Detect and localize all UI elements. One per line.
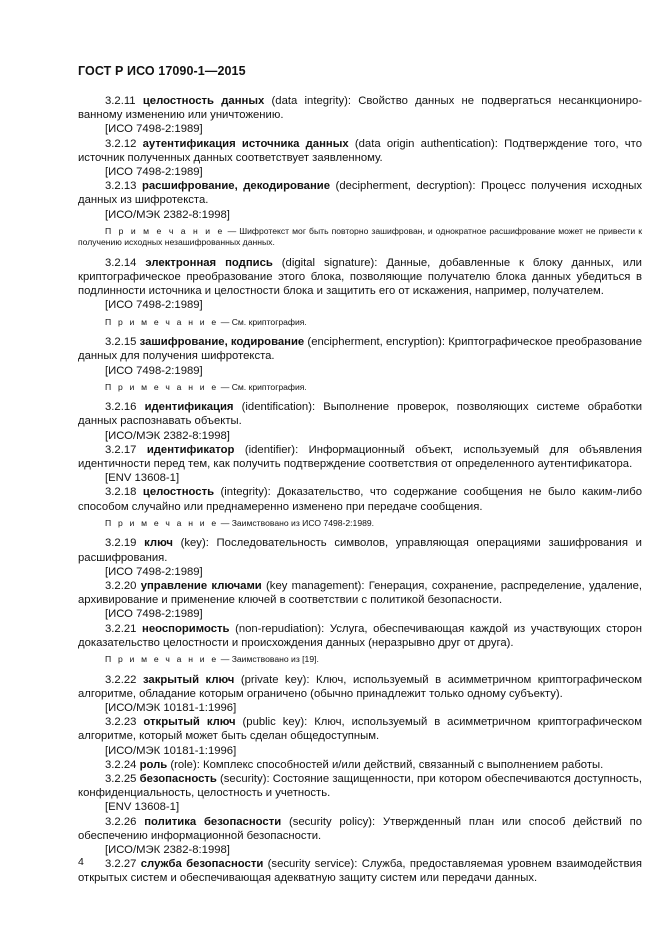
term-number: 3.2.18 <box>105 486 137 499</box>
term-number: 3.2.13 <box>105 180 137 193</box>
term-name: идентификация <box>144 401 234 414</box>
term-name: идентификатор <box>146 443 235 456</box>
term-source: [ИСО/МЭК 10181-1:1996] <box>105 744 237 757</box>
note-label: П р и м е ч а н и е <box>105 517 219 528</box>
term-number: 3.2.15 <box>105 336 137 349</box>
term-number: 3.2.17 <box>105 443 137 456</box>
term-number: 3.2.19 <box>105 537 137 550</box>
note-text: — Заимствовано из [19]. <box>218 654 319 664</box>
term-source: [ИСО/МЭК 2382-8:1998] <box>105 208 230 221</box>
term-body: (digital signature): Данные, добавленные к блоку данных, или криптографическое преобразование этого блока, позволяющие получателю блока данных убедиться в подлинности источника и целостности блока и защитить его от искажения, например, получателем. <box>78 256 642 298</box>
term-number: 3.2.21 <box>105 622 137 635</box>
term-note <box>78 382 642 394</box>
term-source: [ИСО 7498-2:1989] <box>105 565 203 578</box>
term-name: неоспоримость <box>142 622 230 635</box>
term-number: 3.2.26 <box>105 815 137 828</box>
term-body: (encipherment, encryption): Криптографическое преобразование данных для получения шифротекста. <box>78 336 642 363</box>
term-source: [ИСО 7498-2:1989] <box>105 123 203 136</box>
term-definition <box>78 179 642 207</box>
term-number: 3.2.11 <box>105 95 136 107</box>
term-body: (security policy): Утвержденный план или способ действий по обеспечению информационной безопасности. <box>78 815 642 842</box>
term-body: (security service): Служба, предоставляемая уровнем взаимодействия открытых систем и обеспечивающая адекватную защиту систем или передачи данных. <box>78 858 643 885</box>
term-name: расшифрование, декодирование <box>141 180 331 193</box>
term-body: (data origin authentication): Подтверждение того, что источник полученных данных соответствует заявленному. <box>78 137 643 164</box>
term-source: [ИСО 7498-2:1989] <box>105 364 203 377</box>
term-name: управление ключами <box>140 579 262 592</box>
note-label: П р и м е ч а н и е <box>105 654 219 664</box>
term-definition <box>78 400 642 428</box>
term-name: ключ <box>144 537 173 550</box>
term-source: [ИСО/МЭК 2382-8:1998] <box>105 429 230 442</box>
term-name: служба безопасности <box>140 858 264 871</box>
term-definition <box>78 579 642 607</box>
term-source: [ENV 13608-1] <box>105 472 180 485</box>
term-definition <box>78 485 642 513</box>
note-label: П р и м е ч а н и е <box>105 381 219 392</box>
term-name: роль <box>139 758 168 771</box>
term-body: (integrity): Доказательство, что содержание сообщения не было каким-либо способом случайно или преднамеренно изменено при передаче сообщения. <box>78 486 642 513</box>
term-source: [ИСО/МЭК 2382-8:1998] <box>105 843 230 856</box>
term-name: аутентификация источника данных <box>142 137 349 150</box>
term-source: [ИСО 7498-2:1989] <box>105 608 203 621</box>
term-note <box>78 518 642 530</box>
term-body: (key): Последовательность символов, управляющая операциями зашифрования и расшифрования. <box>78 537 642 564</box>
term-note <box>78 317 642 329</box>
term-definition <box>78 857 642 885</box>
term-definition <box>78 715 642 743</box>
term-definition <box>78 536 642 564</box>
term-body: (decipherment, decryption): Процесс получения исходных данных из шифротекста. <box>78 180 642 207</box>
term-definition <box>78 443 642 471</box>
note-text: — Заимствовано из ИСО 7498-2:1989. <box>218 517 375 528</box>
note-label: П р и м е ч а н и е <box>105 225 225 236</box>
terms-list <box>78 94 642 886</box>
term-source: [ИСО 7498-2:1989] <box>105 166 203 179</box>
term-number: 3.2.16 <box>105 401 137 414</box>
term-number: 3.2.24 <box>105 758 137 771</box>
term-number: 3.2.22 <box>105 673 137 686</box>
term-definition <box>78 256 642 299</box>
term-note <box>78 654 642 666</box>
term-body: (security): Состояние защищенности, при котором обеспечиваются доступность, конфиденциальность, целостность и учетность. <box>78 772 642 800</box>
term-definition <box>78 137 642 165</box>
document-header: ГОСТ Р ИСО 17090-1—2015 <box>78 64 246 78</box>
term-source: [ENV 13608-1] <box>105 801 180 814</box>
note-text: — См. криптография. <box>218 381 307 392</box>
term-name: открытый ключ <box>143 716 236 729</box>
term-number: 3.2.20 <box>105 579 137 592</box>
term-definition <box>78 815 642 843</box>
term-body: (identifier): Информационный объект, используемый для объявления идентичности перед тем, как получить подтверждение соответствия от определенного аутентификатора. <box>78 443 642 471</box>
term-number: 3.2.12 <box>105 137 137 150</box>
page-number: 4 <box>78 856 84 868</box>
term-source: [ИСО/МЭК 10181-1:1996] <box>105 701 237 714</box>
term-body: (private key): Ключ, используемый в асимметричном криптографическом алгоритме, обладание которым ограничено (обычно принадлежит только одному субъекту). <box>78 673 642 700</box>
term-body: (data integrity): Свойство данных не подвергаться несанкционированному изменению или уничтожению. <box>78 95 643 122</box>
term-name: целостность данных <box>142 95 265 107</box>
term-name: зашифрование, кодирование <box>139 336 305 349</box>
term-definition <box>78 622 642 650</box>
term-definition <box>78 772 642 800</box>
term-number: 3.2.25 <box>105 772 137 785</box>
term-definition <box>78 758 642 772</box>
term-body: (non-repudiation): Услуга, обеспечивающая каждой из участвующих сторон доказательство целостности и происхождения данных (неразрывно друг от друга). <box>78 622 642 649</box>
term-number: 3.2.23 <box>105 716 137 729</box>
term-note <box>78 226 642 249</box>
term-definition <box>78 335 642 363</box>
term-number: 3.2.14 <box>105 256 137 269</box>
term-number: 3.2.27 <box>105 858 137 871</box>
term-definition <box>78 673 642 701</box>
term-body: (identification): Выполнение проверок, позволяющих системе обработки данных распознавать объекты. <box>78 401 643 428</box>
note-label: П р и м е ч а н и е <box>105 316 219 327</box>
note-text: — Шифротекст мог быть повторно зашифрован, и однократное расшифрование может не привести к получению исходных незашифрованных данных. <box>78 225 642 248</box>
term-body: (role): Комплекс способностей и/или действий, связанный с выполнением работы. <box>167 758 604 771</box>
term-name: безопасность <box>139 772 217 785</box>
term-name: электронная подпись <box>145 256 273 269</box>
term-source: [ИСО 7498-2:1989] <box>105 299 203 312</box>
term-name: политика безопасности <box>144 815 282 828</box>
term-definition <box>78 94 642 122</box>
note-text: — См. криптография. <box>218 316 307 327</box>
term-body: (public key): Ключ, используемый в асимметричном криптографическом алгоритме, который может быть сделан общедоступным. <box>78 716 642 743</box>
term-name: целостность <box>142 486 215 499</box>
term-body: (key management): Генерация, сохранение, распределение, удаление, архивирование и применение ключей в соответствии с политикой безопасности. <box>78 579 643 607</box>
term-name: закрытый ключ <box>142 673 235 686</box>
